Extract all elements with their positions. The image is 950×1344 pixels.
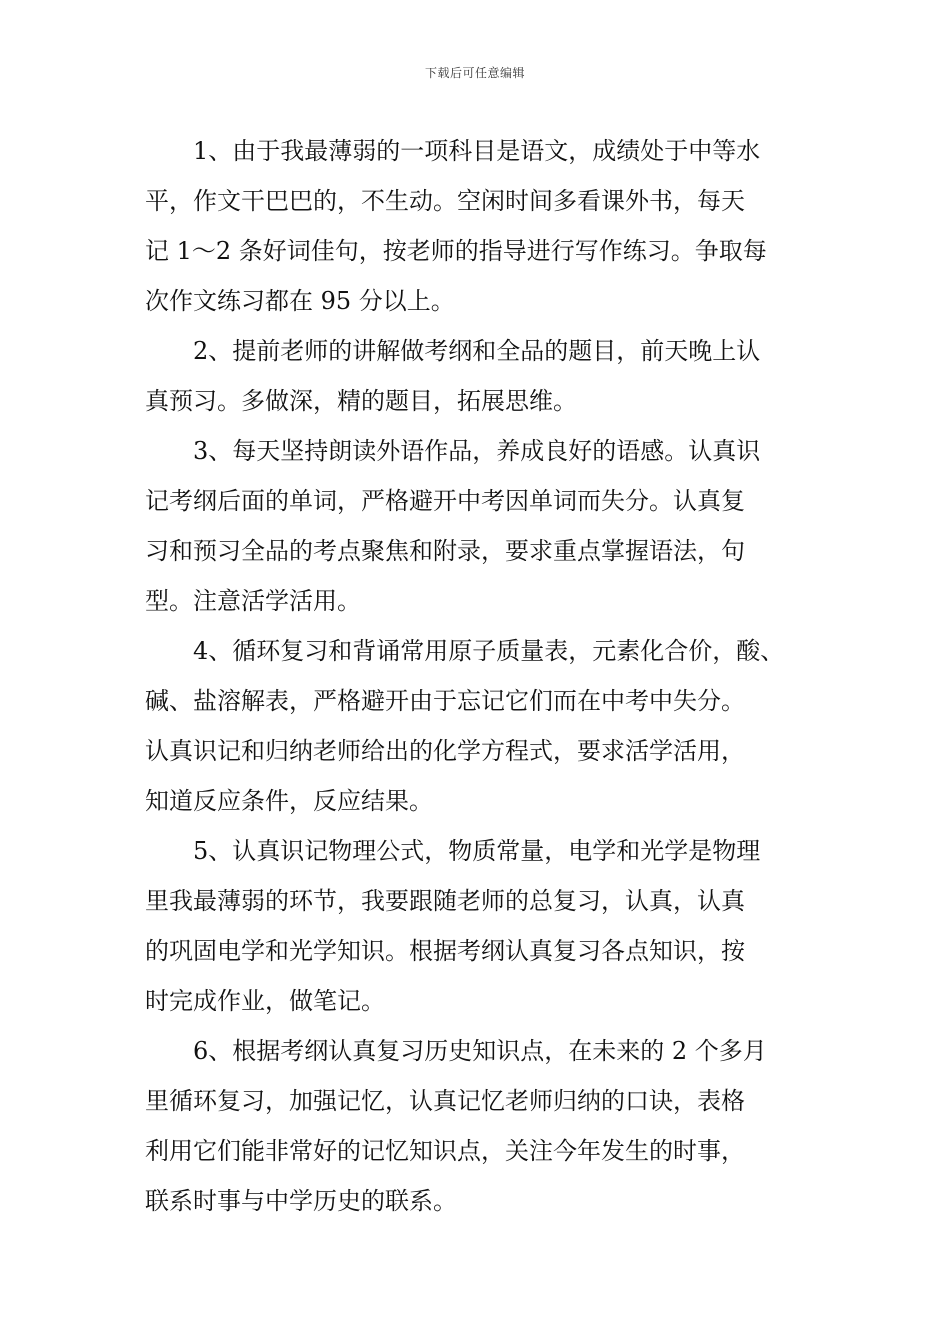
paragraph-1-chinese [145,126,830,326]
text-line: 碱、盐溶解表，严格避开由于忘记它们而在中考中失分。 [145,687,745,715]
text-line: 利用它们能非常好的记忆知识点，关注今年发生的时事， [145,1137,745,1165]
text-line: 记考纲后面的单词，严格避开中考因单词而失分。认真复 [145,487,745,515]
paragraph-3-foreign-language [145,426,830,626]
text-line: 2、提前老师的讲解做考纲和全品的题目，前天晚上认 [193,337,761,365]
text-line: 里循环复习，加强记忆，认真记忆老师归纳的口诀，表格 [145,1087,745,1115]
text-line: 型。注意活学活用。 [145,587,361,615]
text-line: 联系时事与中学历史的联系。 [145,1187,457,1215]
text-line: 6、根据考纲认真复习历史知识点，在未来的 2 个多月 [193,1037,767,1065]
text-line: 次作文练习都在 95 分以上。 [145,287,455,315]
text-line: 记 1～2 条好词佳句，按老师的指导进行写作练习。争取每 [145,237,767,265]
page-header-note: 下载后可任意编辑 [424,66,525,80]
text-line: 知道反应条件，反应结果。 [145,787,433,815]
text-line: 平，作文干巴巴的，不生动。空闲时间多看课外书，每天 [145,187,745,215]
paragraph-5-physics [145,826,830,1026]
text-line: 的巩固电学和光学知识。根据考纲认真复习各点知识，按 [145,937,745,965]
text-line: 时完成作业，做笔记。 [145,987,385,1015]
text-line: 真预习。多做深，精的题目，拓展思维。 [145,387,577,415]
text-line: 认真识记和归纳老师给出的化学方程式，要求活学活用， [145,737,745,765]
text-line: 习和预习全品的考点聚焦和附录，要求重点掌握语法，句 [145,537,745,565]
text-line: 3、每天坚持朗读外语作品，养成良好的语感。认真识 [193,437,761,465]
paragraph-4-chemistry [145,626,830,826]
document-body [145,126,830,1226]
text-line: 1、由于我最薄弱的一项科目是语文，成绩处于中等水 [193,137,761,165]
text-line: 5、认真识记物理公式，物质常量，电学和光学是物理 [193,837,761,865]
text-line: 4、循环复习和背诵常用原子质量表，元素化合价，酸、 [193,637,785,665]
text-line: 里我最薄弱的环节，我要跟随老师的总复习，认真，认真 [145,887,745,915]
paragraph-2-preview [145,326,830,426]
paragraph-6-history [145,1026,830,1226]
